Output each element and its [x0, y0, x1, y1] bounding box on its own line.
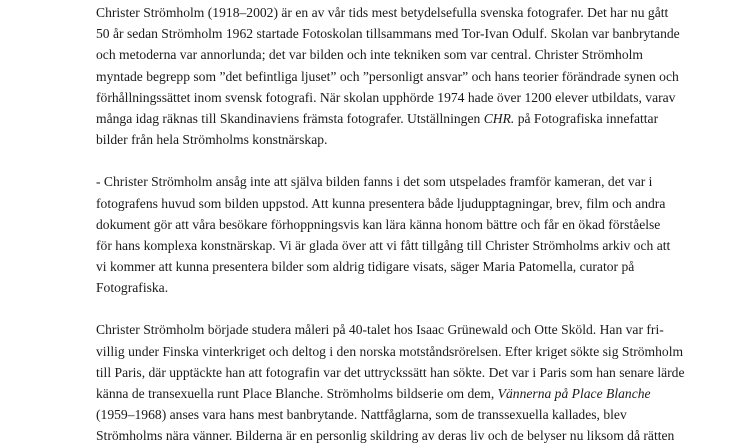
- text-line: [96, 108, 666, 129]
- text-line: dokument gör att våra besökare förhoppningsvis kan lära känna honom bättre och får en ökad förståelse: [96, 216, 661, 232]
- text-line: fotografens huvud som bilden uppstod. Att kunna presentera både ljudupptagningar, brev, film och andra: [96, 195, 666, 211]
- text-line: myntade begrepp som ”det befintliga ljuset” och ”personligt ansvar” och hans teorier förändrade synen och: [96, 68, 679, 84]
- text-line: 50 år sedan Strömholm 1962 startade Fotoskolan tillsammans med Tor-Ivan Odulf. Skolan var banbrytande: [96, 26, 680, 42]
- document-body: [96, 2, 685, 447]
- text-line: vi kommer att kunna presentera bilder som aldrig tidigare visats, säger Maria Patomella, curator på: [96, 259, 635, 275]
- text-line: och metoderna var annorlunda; det var bilden och inte tekniken som var central. Christer Strömholm: [96, 47, 643, 63]
- text-line: Fotografiska.: [96, 280, 169, 296]
- text-line: till Paris, där upptäckte han att fotografin var det uttryckssätt han sökte. Det var i Paris som han senare lärde: [96, 364, 685, 380]
- paragraph-school-history: [96, 2, 680, 150]
- paragraph-curator-quote: [96, 171, 671, 298]
- text-fragment: många idag räknas till Skandinaviens främsta fotografer. Utställningen: [96, 110, 484, 126]
- exhibition-title: CHR.: [483, 110, 515, 126]
- text-line: Christer Strömholm (1918–2002) är en av vår tids mest betydelsefulla svenska fotografer. Det har nu gått: [96, 5, 669, 20]
- text-line: förhållningssättet inom svensk fotografi. När skolan upphörde 1974 hade över 1200 elever utbildats, varav: [96, 89, 676, 105]
- text-fragment: känna de transexuella runt Place Blanche. Strömholms bildserie om dem,: [96, 386, 498, 401]
- text-fragment: på Fotografiska innefattar: [514, 110, 659, 126]
- text-line: bilder från hela Strömholms konstnärskap.: [96, 132, 328, 148]
- paragraph-biography: [96, 319, 685, 446]
- text-line: för hans komplexa konstnärskap. Vi är glada över att vi fått tillgång till Christer Strömholms arkiv och att: [96, 237, 671, 253]
- text-line: - Christer Strömholm ansåg inte att själva bilden fanns i det som utspelades framför kameran, det var i: [96, 174, 653, 190]
- paragraph-spacer: [96, 298, 666, 319]
- text-line: Strömholms nära vänner. Bilderna är en personlig skildring av deras liv och de belyser nu liksom då rätten: [96, 428, 675, 444]
- text-line: [96, 383, 666, 404]
- text-line: (1959–1968) anses vara hans mest banbrytande. Nattfåglarna, som de transsexuella kallades, blev: [96, 407, 627, 423]
- text-line: villig under Finska vinterkriget och deltog i den norska motståndsrörelsen. Efter kriget sökte sig Strömholm: [96, 343, 684, 359]
- text-line: Christer Strömholm började studera måleri på 40-talet hos Isaac Grünewald och Otte Sköld. Han var fri-: [96, 322, 664, 338]
- paragraph-spacer: [96, 150, 666, 171]
- series-title: Vännerna på Place Blanche: [497, 386, 651, 401]
